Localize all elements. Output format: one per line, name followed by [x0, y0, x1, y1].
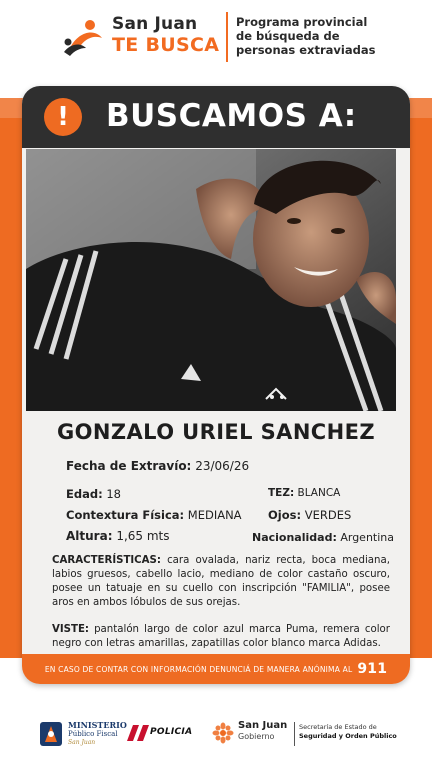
viste-label: VISTE: — [52, 624, 89, 635]
edad-label: Edad: — [66, 487, 103, 501]
gob-line2: Gobierno — [238, 732, 275, 741]
header — [0, 0, 432, 74]
brand-top: San Juan — [112, 14, 198, 34]
contextura-value: MEDIANA — [187, 508, 242, 522]
policia-label: POLICIA — [150, 727, 193, 737]
edad-value: 18 — [106, 487, 121, 501]
brand — [112, 16, 219, 55]
ojos-label: Ojos: — [268, 508, 302, 522]
institution-logos — [0, 700, 432, 768]
person-figure-icon — [60, 18, 106, 58]
program-description — [236, 15, 375, 57]
brand-bottom: TE BUSCA — [112, 34, 220, 56]
secretaria-seguridad — [299, 723, 397, 741]
contextura — [66, 508, 242, 522]
program-line: Programa provincial — [236, 15, 368, 29]
caracteristicas-value: cara ovalada, nariz recta, boca mediana, labios gruesos, cabello lacio, mediano de color castaño oscuro, posee un tatuaje en su cuello con inscripción "FAMILIA", posee aros en ambos lóbulos de sus orejas. — [52, 555, 390, 608]
anonymous-report-banner — [22, 654, 410, 684]
tez-value: BLANCA — [297, 487, 341, 499]
fecha-extravio — [66, 459, 249, 473]
card-title: BUSCAMOS A: — [106, 98, 357, 134]
mpf-line3: San Juan — [68, 739, 96, 746]
gobierno-san-juan — [238, 721, 287, 741]
ministerio-publico-fiscal — [68, 721, 127, 746]
sec-line2: Seguridad y Orden Público — [299, 732, 397, 740]
missing-person-card — [22, 86, 410, 684]
emergency-number: 911 — [357, 661, 388, 677]
altura-value: 1,65 mts — [116, 529, 170, 543]
nacionalidad-label: Nacionalidad: — [252, 531, 337, 544]
program-line: de búsqueda de — [236, 29, 340, 43]
alert-icon: ! — [44, 98, 82, 136]
sec-line1: Secretaría de Estado de — [299, 723, 377, 731]
tez — [268, 487, 340, 499]
footer-text: EN CASO DE CONTAR CON INFORMACIÓN DENUNCIÁ DE MANERA ANÓNIMA AL — [44, 664, 353, 674]
viste — [52, 623, 390, 651]
ojos — [268, 508, 351, 522]
person-photo — [26, 149, 396, 411]
nacionalidad — [252, 531, 394, 544]
fecha-value: 23/06/26 — [195, 459, 250, 473]
caracteristicas-label: CARACTERÍSTICAS: — [52, 555, 161, 566]
card-header — [22, 86, 410, 148]
header-divider — [226, 12, 228, 62]
viste-value: pantalón largo de color azul marca Puma, remera color negro con letras amarillas, zapatillas color blanco marca Adidas. — [52, 624, 390, 649]
ministerio-logo-icon — [38, 720, 64, 748]
contextura-label: Contextura Física: — [66, 508, 185, 522]
edad — [66, 487, 121, 501]
gobierno-flower-icon — [212, 722, 234, 744]
nacionalidad-value: Argentina — [340, 531, 395, 544]
logos-divider — [294, 722, 295, 746]
mpf-line2: Público Fiscal — [68, 730, 118, 738]
altura — [66, 529, 170, 543]
tez-label: TEZ: — [268, 487, 295, 499]
program-line: personas extraviadas — [236, 43, 376, 57]
mpf-line1: MINISTERIO — [68, 720, 127, 730]
ojos-value: VERDES — [304, 508, 352, 522]
person-name: GONZALO URIEL SANCHEZ — [57, 420, 375, 444]
altura-label: Altura: — [66, 529, 113, 543]
fecha-label: Fecha de Extravío: — [66, 459, 192, 473]
caracteristicas — [52, 554, 390, 610]
gob-line1: San Juan — [238, 720, 288, 731]
